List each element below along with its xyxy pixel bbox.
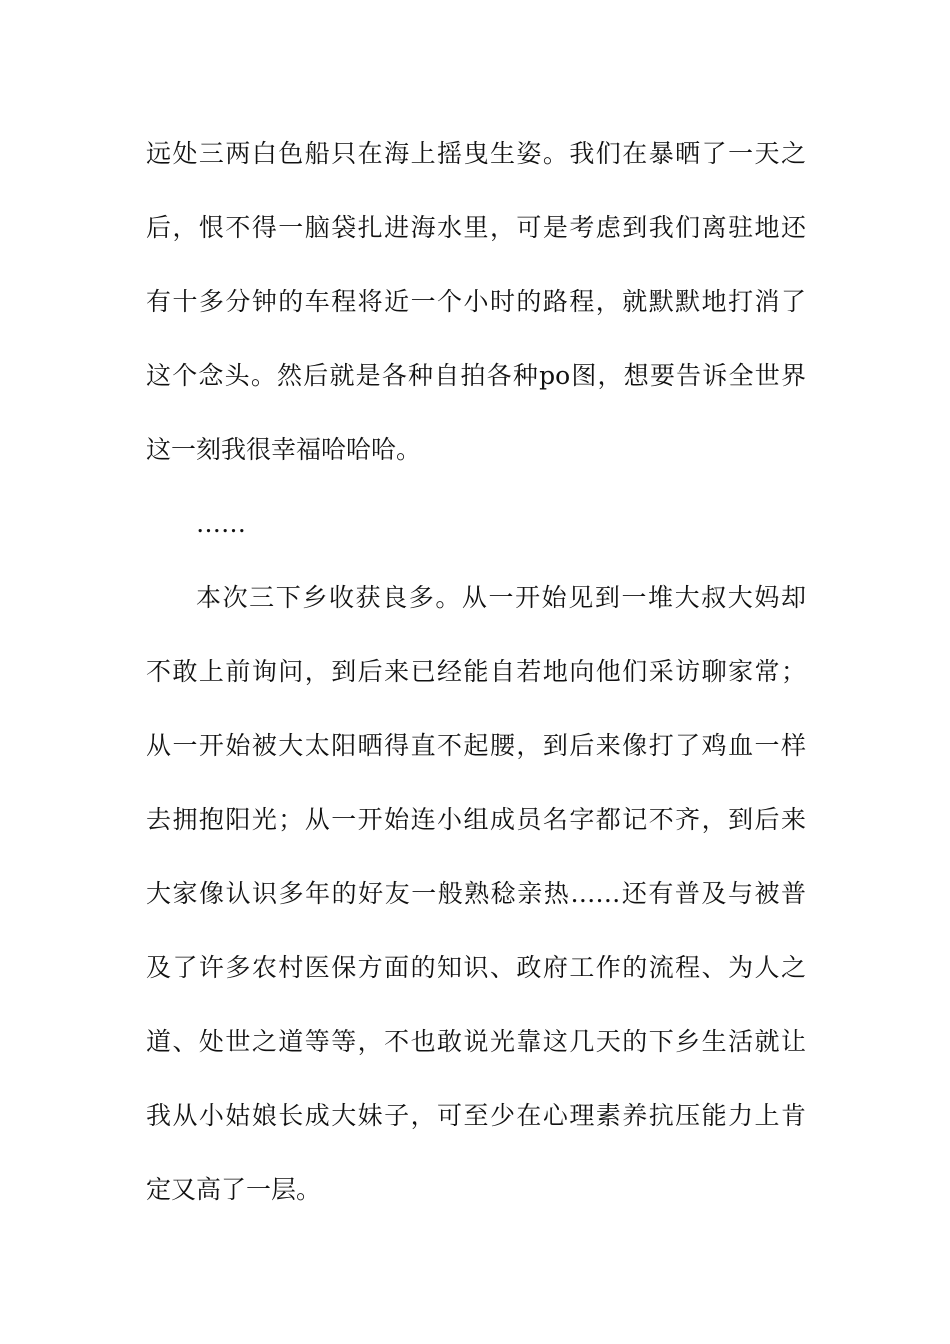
- text-line: 我从小姑娘长成大妹子，可至少在心理素养抗压能力上肯: [146, 1101, 806, 1130]
- text-line: 及了许多农村医保方面的知识、政府工作的流程、为人之: [146, 953, 806, 982]
- body-text: [146, 128, 806, 1238]
- text-line: 后，恨不得一脑袋扎进海水里，可是考虑到我们离驻地还: [146, 213, 806, 242]
- text-line: 定又高了一层。: [146, 1175, 322, 1204]
- text-line: 本次三下乡收获良多。从一开始见到一堆大叔大妈却: [196, 583, 806, 612]
- text-line: 远处三两白色船只在海上摇曳生姿。我们在暴晒了一天之: [146, 139, 806, 168]
- ellipsis-line: ……: [196, 509, 246, 538]
- text-line: 从一开始被大太阳晒得直不起腰，到后来像打了鸡血一样: [146, 731, 806, 760]
- text-line: 去拥抱阳光；从一开始连小组成员名字都记不齐，到后来: [146, 805, 806, 834]
- text-line: 不敢上前询问，到后来已经能自若地向他们采访聊家常；: [146, 657, 806, 686]
- text-line: 这一刻我很幸福哈哈哈。: [146, 435, 422, 464]
- text-line: 这个念头。然后就是各种自拍各种po图，想要告诉全世界: [146, 361, 806, 390]
- text-line: 大家像认识多年的好友一般熟稔亲热……还有普及与被普: [146, 879, 806, 908]
- text-line: 有十多分钟的车程将近一个小时的路程，就默默地打消了: [146, 287, 806, 316]
- text-line: 道、处世之道等等，不也敢说光靠这几天的下乡生活就让: [146, 1027, 806, 1056]
